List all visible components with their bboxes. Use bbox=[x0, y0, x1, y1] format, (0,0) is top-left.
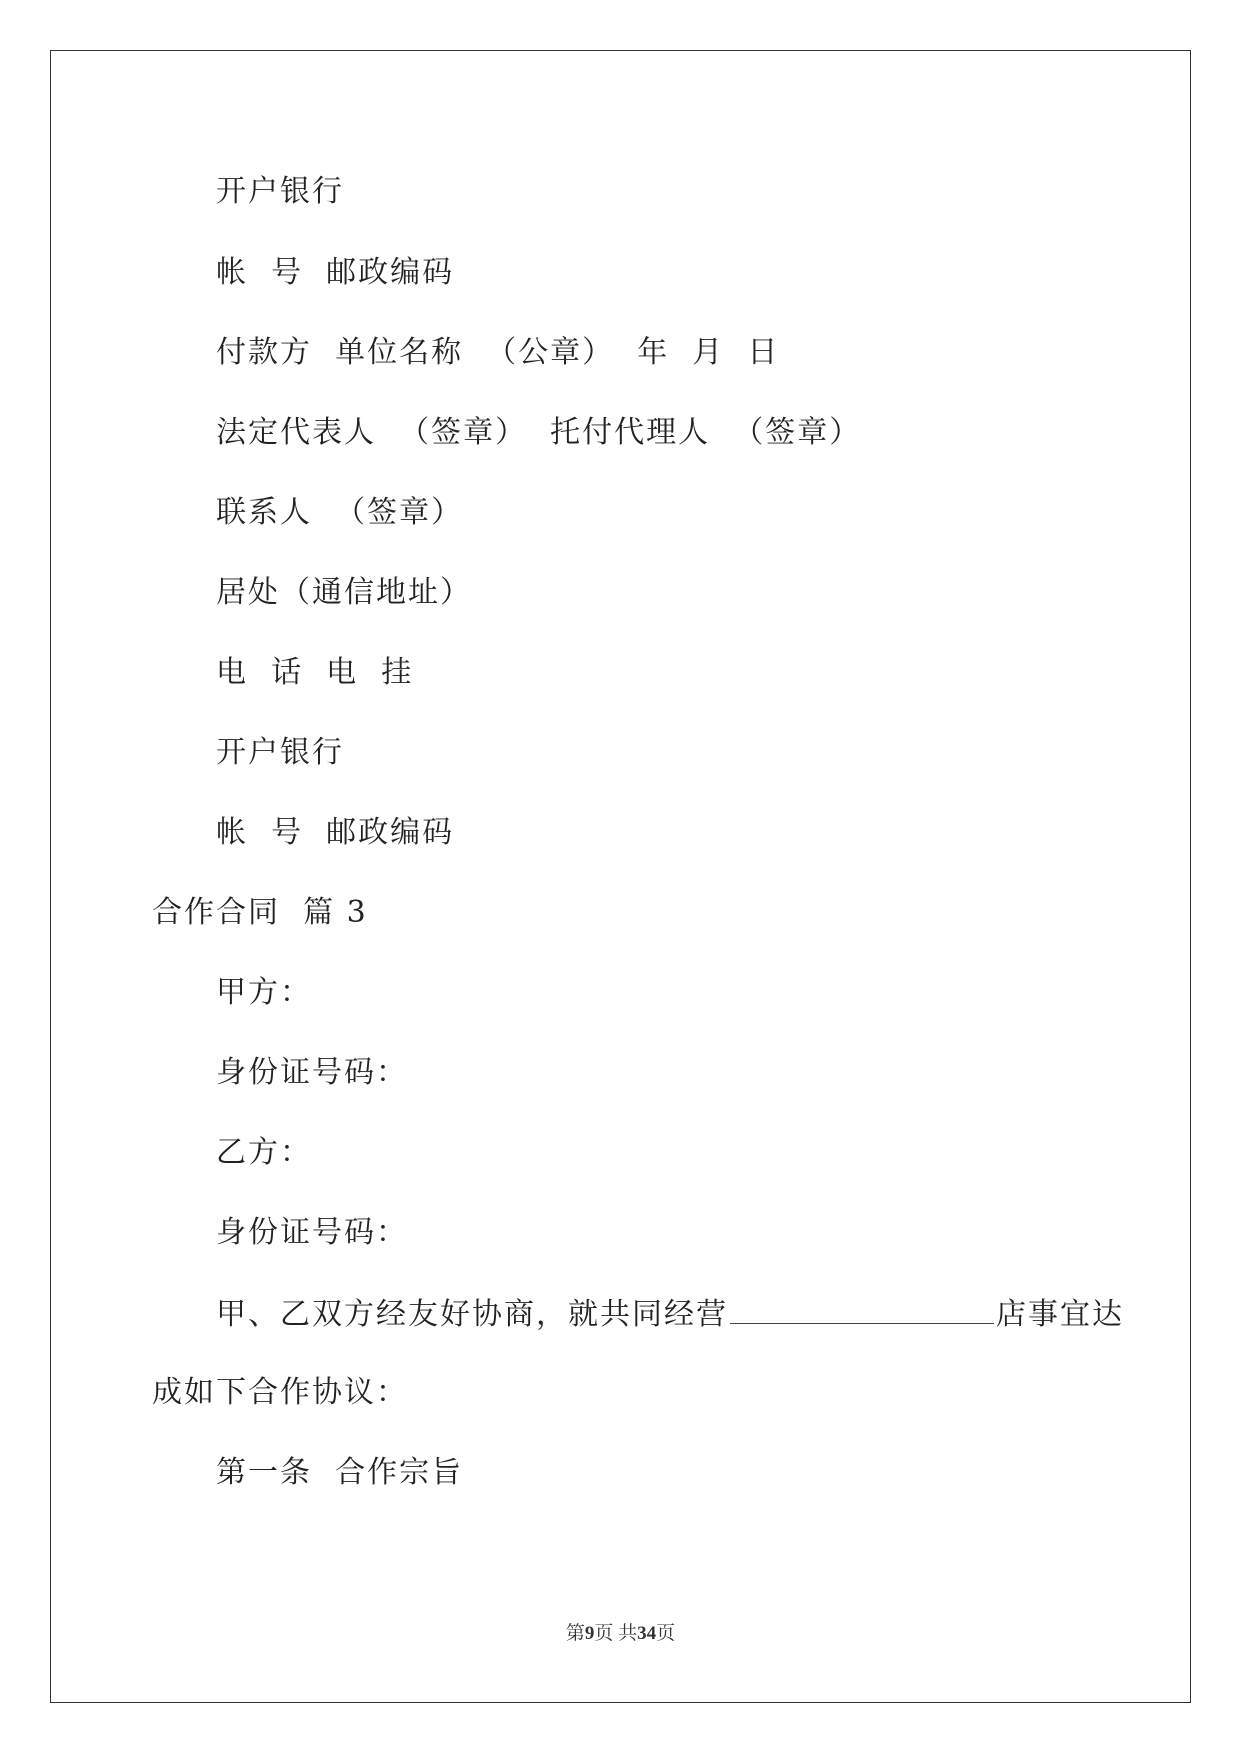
bank-label: 开户银行 bbox=[216, 174, 344, 209]
article-1-heading: 第一条 合作宗旨 bbox=[216, 1455, 464, 1490]
current-page-number: 9 bbox=[584, 1623, 595, 1644]
party-b-id-label: 身份证号码： bbox=[216, 1215, 408, 1250]
section-title: 合作合同 篇 3 bbox=[152, 895, 368, 930]
bank-label-2: 开户银行 bbox=[216, 735, 344, 770]
footer-middle: 页 共 bbox=[594, 1623, 638, 1644]
business-name-blank bbox=[730, 1293, 994, 1324]
footer-prefix: 第 bbox=[565, 1623, 585, 1644]
party-a-id-label: 身份证号码： bbox=[216, 1055, 408, 1090]
agreement-paragraph-line-1 bbox=[216, 1293, 1124, 1335]
agreement-text-after: 店事宜达 bbox=[996, 1297, 1124, 1332]
party-a-label: 甲方： bbox=[216, 975, 312, 1010]
party-b-label: 乙方： bbox=[216, 1135, 312, 1170]
total-page-number: 34 bbox=[637, 1623, 657, 1644]
footer-suffix: 页 bbox=[656, 1623, 676, 1644]
contact-person-line: 联系人 （签章） bbox=[216, 495, 464, 530]
legal-rep-line: 法定代表人 （签章） 托付代理人 （签章） bbox=[216, 415, 862, 450]
account-postcode-label-2: 帐 号 邮政编码 bbox=[216, 815, 455, 850]
agreement-paragraph-line-2: 成如下合作协议： bbox=[152, 1375, 408, 1410]
payer-unit-line: 付款方 单位名称 （公章） 年 月 日 bbox=[216, 335, 780, 370]
address-line: 居处（通信地址） bbox=[216, 575, 472, 610]
phone-line: 电 话 电 挂 bbox=[216, 655, 414, 690]
page-number-footer bbox=[0, 1622, 1241, 1646]
agreement-text-before: 甲、乙双方经友好协商，就共同经营 bbox=[216, 1297, 728, 1332]
account-postcode-label: 帐 号 邮政编码 bbox=[216, 255, 455, 290]
